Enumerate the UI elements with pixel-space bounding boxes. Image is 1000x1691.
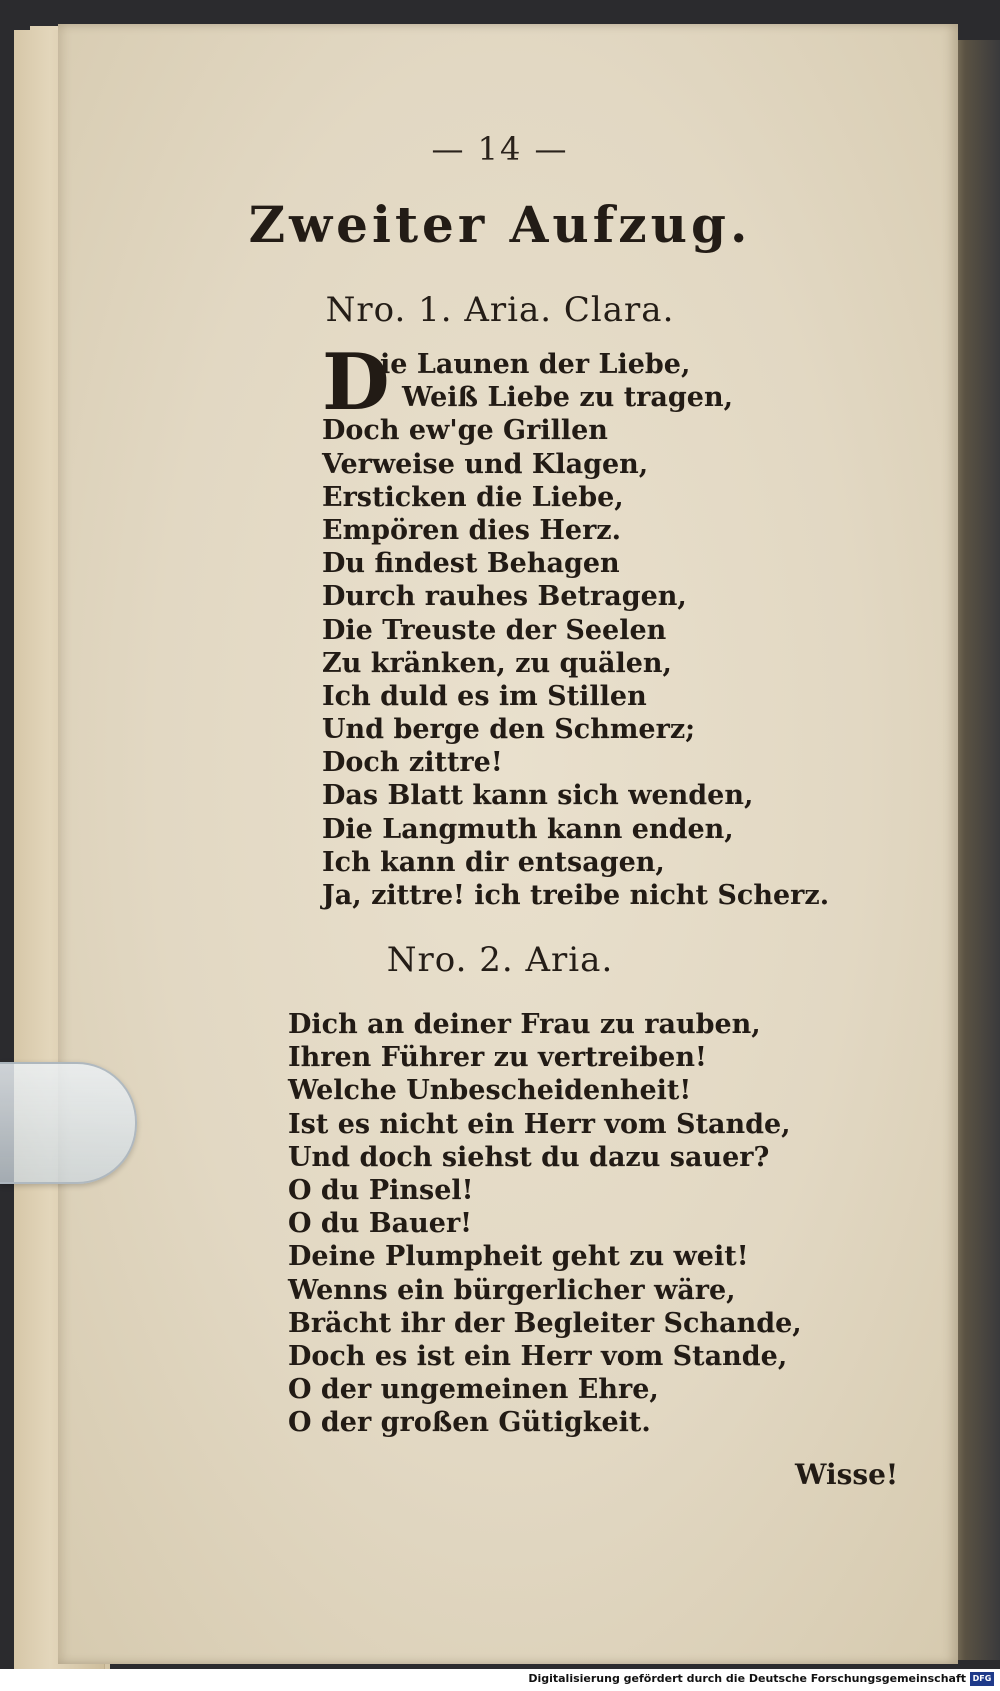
verse-line: Empören dies Herz. [322,514,622,546]
verse-line: Ersticken die Liebe, [322,481,624,513]
verse-line: Die Treuste der Seelen [322,614,667,646]
verse-aria-1 [322,337,830,912]
verse-line: Die Langmuth kann enden, [322,813,734,845]
funding-credit: Digitalisierung gefördert durch die Deutsche Forschungsgemeinschaft [528,1672,966,1685]
verse-line: Dich an deiner Frau zu rauben, [288,1009,761,1040]
verse-line: O du Pinsel! [288,1174,474,1206]
footer-bar [0,1669,1000,1691]
act-title: Zweiter Aufzug. [248,195,752,254]
verse-line: Zu kränken, zu quälen, [322,647,672,679]
verse-aria-2 [288,1008,802,1439]
page-number: — 14 — [431,130,569,168]
page-holder-clip [0,1062,137,1184]
verse-line: Doch es ist ein Herr vom Stande, [288,1340,788,1372]
verse-line: O du Bauer! [288,1208,473,1240]
verse-line: Und berge den Schmerz; [322,714,696,746]
verse-line: Verweise und Klagen, [322,448,649,480]
verse-line: Welche Unbescheidenheit! [288,1075,692,1107]
verse-line: Doch zittre! [322,747,503,779]
verse-line: Weiß Liebe zu tragen, [402,382,733,414]
verse-line: Brächt ihr der Begleiter Schande, [288,1307,802,1339]
verse-line: Doch ew'ge Grillen [322,415,608,447]
verse-line: ie Launen der Liebe, [380,349,691,380]
verse-line: Ich duld es im Stillen [322,680,647,712]
verse-line: Das Blatt kann sich wenden, [322,780,754,812]
dfg-logo: DFG [970,1672,994,1686]
section-heading-aria-1: Nro. 1. Aria. Clara. [325,290,675,330]
verse-line: Ich kann dir entsagen, [322,846,665,878]
verse-line: Und doch siehst du dazu sauer? [288,1141,770,1173]
section-heading-aria-2: Nro. 2. Aria. [386,940,614,980]
verse-line: Ja, zittre! ich treibe nicht Scherz. [322,880,830,911]
verse-line: O der großen Gütigkeit. [288,1407,651,1439]
catchword: Wisse! [795,1458,899,1491]
verse-line: O der ungemeinen Ehre, [288,1374,659,1406]
verse-line: Wenns ein bürgerlicher wäre, [288,1274,736,1306]
verse-line: Ist es nicht ein Herr vom Stande, [288,1108,791,1140]
verse-line: Durch rauhes Betragen, [322,581,687,613]
drop-cap: D [322,337,390,428]
verse-line: Du findest Behagen [322,548,620,580]
verse-line: Deine Plumpheit geht zu weit! [288,1241,749,1273]
verse-line: Ihren Führer zu vertreiben! [288,1042,707,1074]
